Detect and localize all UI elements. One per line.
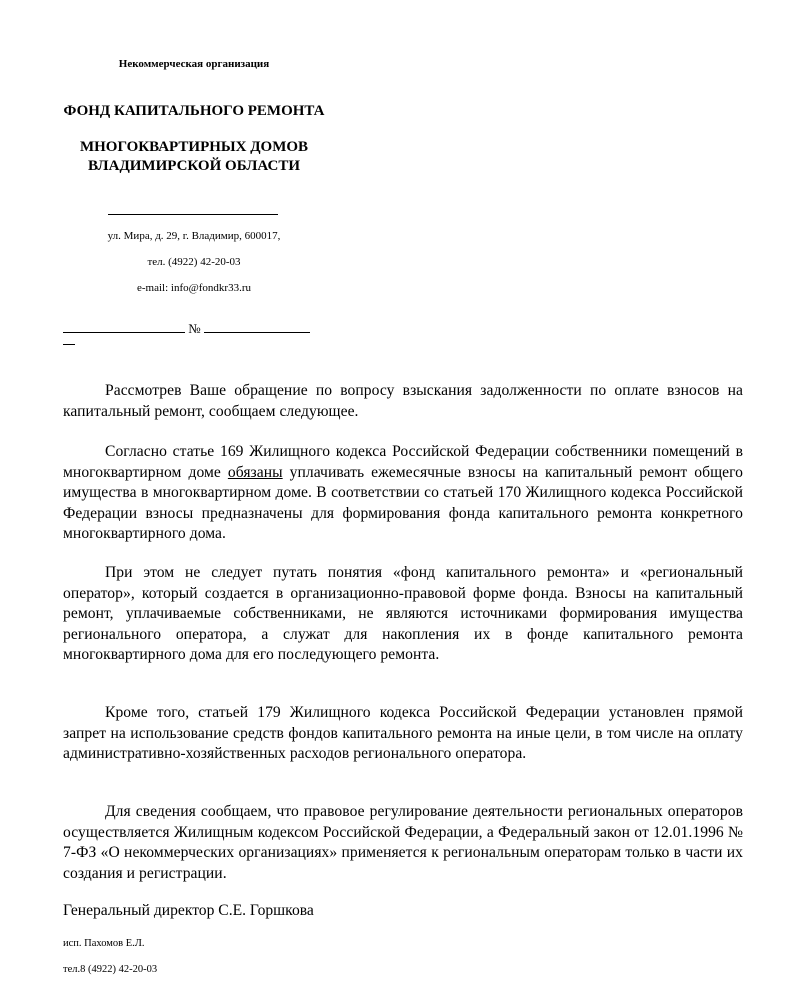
reference-number-blank xyxy=(204,318,310,333)
org-type: Некоммерческая организация xyxy=(118,58,270,70)
org-phone: тел. (4922) 42-20-03 xyxy=(147,256,241,268)
signature-line: Генеральный директор С.Е. Горшкова xyxy=(63,902,314,919)
org-name-line2a: МНОГОКВАРТИРНЫХ ДОМОВ xyxy=(79,139,309,155)
p2-underlined-word: обязаны xyxy=(227,463,283,481)
body-paragraph-2 xyxy=(63,442,743,545)
reference-date-blank xyxy=(63,318,185,333)
org-name-line1: ФОНД КАПИТАЛЬНОГО РЕМОНТА xyxy=(63,103,325,119)
p2-text-after: уплачивать ежемесячные взносы на капитальный ремонт общего имущества в многоквартирном доме. В соответствии со статьей 170 Жилищного кодекса Российской Федерации взносы предназначены для формирования фонда капитального ремонта конкретного многоквартирного дома. xyxy=(63,463,743,542)
p2-text-before: Согласно статье 169 Жилищного кодекса Российской Федерации собственники помещений в многоквартирном доме xyxy=(63,443,743,481)
reference-dash xyxy=(63,344,75,345)
executor-phone: тел.8 (4922) 42-20-03 xyxy=(63,964,158,975)
body-paragraph-1: Рассмотрев Ваше обращение по вопросу взыскания задолженности по оплате взносов на капитальный ремонт, сообщаем следующее. xyxy=(63,382,743,420)
reference-number-sign: № xyxy=(188,321,201,336)
org-email: e-mail: info@fondkr33.ru xyxy=(137,282,251,294)
org-name-line2b: ВЛАДИМИРСКОЙ ОБЛАСТИ xyxy=(88,158,300,174)
reference-line xyxy=(63,318,310,337)
letterhead-divider xyxy=(108,214,278,215)
body-paragraph-3: При этом не следует путать понятия «фонд капитального ремонта» и «региональный оператор», который создается в организационно-правовой форме фонда. Взносы на капитальный ремонт, уплачиваемые собственниками, не являются источниками формирования имущества регионального оператора, а служат для накопления их в фонде капитального ремонта многоквартирного дома для его последующего ремонта. xyxy=(63,564,743,663)
org-address: ул. Мира, д. 29, г. Владимир, 600017, xyxy=(107,230,281,242)
executor-name: исп. Пахомов Е.Л. xyxy=(63,938,145,949)
body-paragraph-4: Кроме того, статьей 179 Жилищного кодекса Российской Федерации установлен прямой запрет на использование средств фондов капитального ремонта на иные цели, в том числе на оплату административно-хозяйственных расходов регионального оператора. xyxy=(63,704,743,762)
org-name-line2 xyxy=(60,138,328,176)
body-paragraph-5: Для сведения сообщаем, что правовое регулирование деятельности региональных операторов осуществляется Жилищным кодексом Российской Федерации, а Федеральный закон от 12.01.1996 № 7-ФЗ «О некоммерческих организациях» применяется к региональным операторам только в части их создания и регистрации. xyxy=(63,803,743,882)
